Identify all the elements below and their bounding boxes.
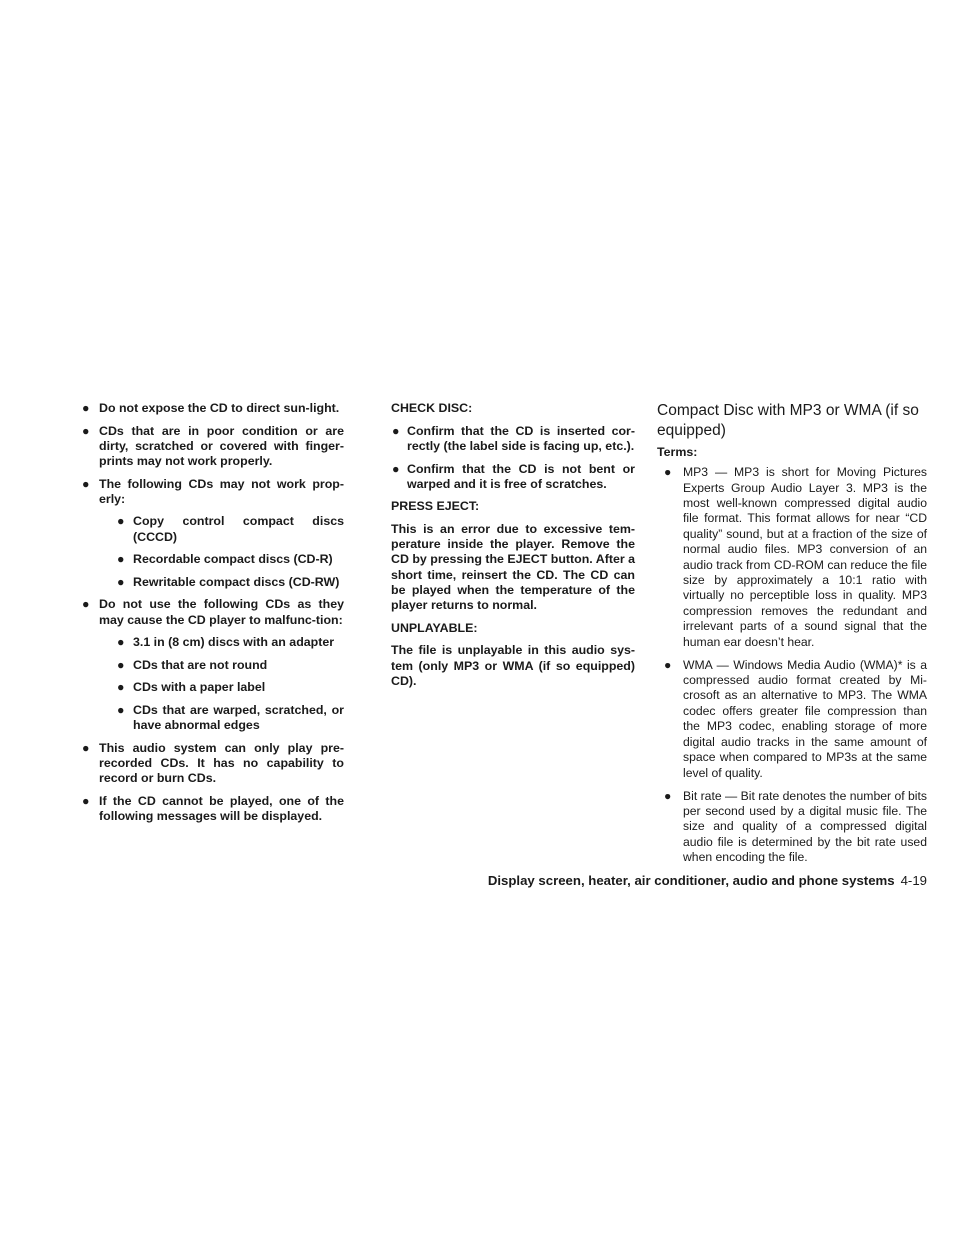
bullet-icon: ●	[82, 423, 90, 438]
check-disc-list	[391, 424, 635, 492]
sub-list-item: ● CDs that are warped, scratched, or have abnormal edges	[117, 702, 344, 733]
terms-label: Terms:	[657, 445, 698, 459]
list-item: ● This audio system can only play pre-recorded CDs. It has no capability to record or burn CDs.	[82, 740, 344, 786]
bullet-icon: ●	[117, 514, 125, 529]
page-number: 4-19	[900, 873, 927, 888]
list-item: ● The following CDs may not work prop-erly: ● Copy control compact discs (CCCD) ● Recordable compact discs (CD-R) ● Rewritable compact discs (CD-RW)	[82, 476, 344, 589]
press-eject-text: This is an error due to excessive tem-perature inside the player. Remove the CD by pressing the EJECT button. After a short time, reinsert the CD. The CD can be played when the temperature of the player returns to normal.	[391, 522, 635, 613]
list-item: ● Do not use the following CDs as they may cause the CD player to malfunc-tion: ● 3.1 in (8 cm) discs with an adapter ● CDs that are not round ● CDs with a paper label ● CDs that are warped, scratched, or have abnormal edges	[82, 597, 344, 733]
list-item: ● If the CD cannot be played, one of the following messages will be displayed.	[82, 793, 344, 823]
section-title: Compact Disc with MP3 or WMA (if so equipped)	[657, 402, 919, 439]
list-item: ● CDs that are in poor condition or are dirty, scratched or covered with finger-prints may not work properly.	[82, 423, 344, 468]
bullet-icon: ●	[664, 657, 672, 672]
list-item: ● Confirm that the CD is not bent or warped and it is free of scratches.	[392, 461, 635, 491]
check-disc-heading: CHECK DISC:	[391, 401, 473, 415]
term-wma: ● WMA — Windows Media Audio (WMA)* is a compressed audio format created by Mi-crosoft as an alternative to MP3. The WMA codec offers greater file compression than the MP3 codec, enabling storage of more digital audio tracks in the same amount of space when compared to MP3s at the same level of quality.	[664, 657, 927, 780]
footer-section-title: Display screen, heater, air conditioner, audio and phone systems	[487, 873, 895, 888]
right-column	[657, 401, 927, 873]
bullet-icon: ●	[82, 476, 90, 491]
bullet-icon: ●	[82, 793, 90, 808]
bullet-icon: ●	[392, 461, 400, 476]
sub-list	[99, 635, 344, 733]
sub-list-item: ● CDs that are not round	[117, 657, 268, 672]
bullet-icon: ●	[117, 574, 125, 589]
list-item: ● Do not expose the CD to direct sun-light.	[82, 401, 340, 415]
terms-list	[662, 465, 927, 865]
unplayable-text: The file is unplayable in this audio sys-tem (only MP3 or WMA (if so equipped) CD).	[391, 643, 635, 688]
left-column	[80, 401, 344, 832]
sub-list-item: ● 3.1 in (8 cm) discs with an adapter	[117, 635, 335, 650]
bullet-icon: ●	[82, 401, 90, 415]
bullet-icon: ●	[392, 423, 400, 438]
bullet-icon: ●	[82, 740, 90, 755]
bullet-icon: ●	[664, 465, 672, 480]
bullet-icon: ●	[82, 597, 90, 612]
press-eject-heading: PRESS EJECT:	[391, 499, 480, 514]
sub-list-item: ● Rewritable compact discs (CD-RW)	[117, 574, 340, 589]
sub-list-item: ● CDs with a paper label	[117, 680, 266, 695]
sub-list-item: ● Copy control compact discs (CCCD)	[117, 514, 344, 544]
term-mp3: ● MP3 — MP3 is short for Moving Pictures Experts Group Audio Layer 3. MP3 is the most well-known compressed digital audio file format. This format allows for near “CD quality” sound, but at a fraction of the size of normal audio files. MP3 conversion of an audio track from CD-ROM can reduce the file size by approximately a 10:1 ratio with virtually no perceptible loss in quality. MP3 compression removes the redundant and irrelevant parts of a sound signal that the human ear doesn’t hear.	[664, 465, 927, 649]
bullet-icon: ●	[117, 702, 125, 717]
sub-list	[99, 514, 344, 590]
page-footer	[380, 872, 927, 890]
cd-precautions-list	[80, 401, 344, 824]
bullet-icon: ●	[117, 552, 125, 567]
bullet-icon: ●	[664, 788, 672, 803]
bullet-icon: ●	[117, 680, 125, 695]
bullet-icon: ●	[117, 657, 125, 672]
list-item: ● Confirm that the CD is inserted cor-rectly (the label side is facing up, etc.).	[392, 423, 635, 453]
sub-list-item: ● Recordable compact discs (CD-R)	[117, 552, 333, 567]
unplayable-heading: UNPLAYABLE:	[391, 620, 478, 635]
middle-column	[391, 401, 635, 697]
bullet-icon: ●	[117, 635, 125, 650]
term-bit-rate: ● Bit rate — Bit rate denotes the number of bits per second used by a digital music file. The size and quality of a compressed digital audio file is determined by the bit rate used when encoding the file.	[664, 788, 927, 865]
